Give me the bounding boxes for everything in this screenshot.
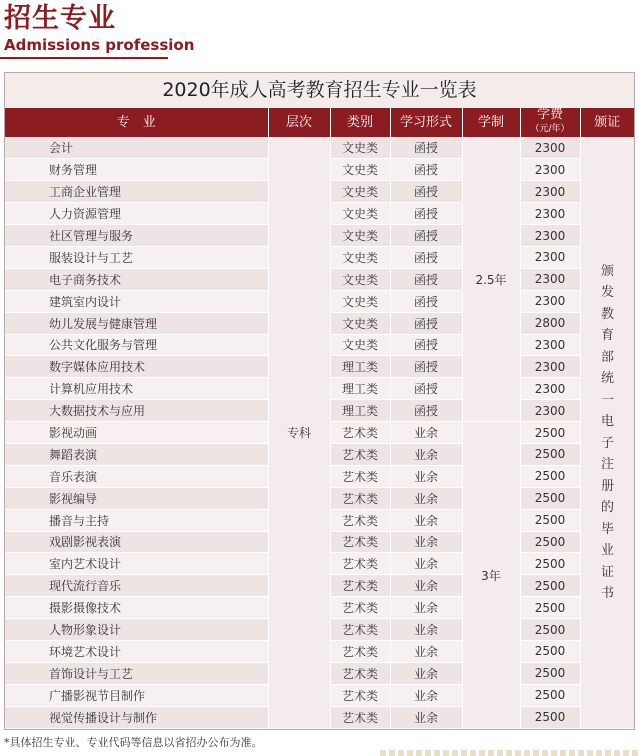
study-mode-cell: 业余: [390, 443, 462, 465]
certificate-cell: [580, 137, 634, 728]
study-mode-cell: 函授: [390, 137, 462, 159]
tuition-cell: 2300: [520, 268, 580, 290]
category-cell: 文史类: [330, 312, 390, 334]
header-divider: [0, 57, 168, 59]
study-mode-cell: 函授: [390, 159, 462, 181]
tuition-cell: 2500: [520, 487, 580, 509]
majors-table-panel: [4, 72, 635, 730]
study-mode-cell: 业余: [390, 422, 462, 444]
major-cell: 人力资源管理: [5, 203, 268, 225]
duration-cell: 2.5年: [462, 137, 520, 422]
major-cell: 人物形象设计: [5, 619, 268, 641]
majors-table: [5, 108, 634, 728]
study-mode-cell: 业余: [390, 553, 462, 575]
major-cell: 首饰设计与工艺: [5, 662, 268, 684]
major-cell: 摄影摄像技术: [5, 597, 268, 619]
category-cell: 理工类: [330, 378, 390, 400]
category-cell: 文史类: [330, 137, 390, 159]
study-mode-cell: 业余: [390, 684, 462, 706]
study-mode-cell: 业余: [390, 619, 462, 641]
category-cell: 艺术类: [330, 487, 390, 509]
level-cell: 专科: [268, 137, 330, 728]
study-mode-cell: 业余: [390, 509, 462, 531]
category-cell: 文史类: [330, 181, 390, 203]
major-cell: 服装设计与工艺: [5, 246, 268, 268]
tuition-cell: 2500: [520, 684, 580, 706]
col-header-level: 层次: [268, 108, 330, 137]
major-cell: 社区管理与服务: [5, 225, 268, 247]
tuition-cell: 2500: [520, 422, 580, 444]
category-cell: 理工类: [330, 356, 390, 378]
category-cell: 文史类: [330, 159, 390, 181]
tuition-cell: 2500: [520, 509, 580, 531]
category-cell: 艺术类: [330, 706, 390, 728]
major-cell: 影视动画: [5, 422, 268, 444]
study-mode-cell: 函授: [390, 181, 462, 203]
category-cell: 艺术类: [330, 597, 390, 619]
footnote: *具体招生专业、专业代码等信息以省招办公布为准。: [4, 736, 263, 749]
table-body: [5, 137, 634, 728]
tuition-cell: 2300: [520, 290, 580, 312]
table-row: [5, 137, 634, 159]
major-cell: 影视编导: [5, 487, 268, 509]
col-header-duration: 学制: [462, 108, 520, 137]
major-cell: 广播影视节目制作: [5, 684, 268, 706]
study-mode-cell: 业余: [390, 531, 462, 553]
study-mode-cell: 函授: [390, 203, 462, 225]
section-title: 招生专业: [4, 3, 116, 34]
tuition-cell: 2500: [520, 465, 580, 487]
col-header-major: 专 业: [5, 108, 268, 137]
tuition-cell: 2500: [520, 553, 580, 575]
col-header-tuition-label: 学费: [536, 107, 563, 123]
tuition-cell: 2500: [520, 619, 580, 641]
study-mode-cell: 函授: [390, 268, 462, 290]
category-cell: 艺术类: [330, 684, 390, 706]
col-header-tuition: [520, 108, 580, 137]
tuition-cell: 2500: [520, 597, 580, 619]
study-mode-cell: 业余: [390, 706, 462, 728]
major-cell: 公共文化服务与管理: [5, 334, 268, 356]
study-mode-cell: 函授: [390, 246, 462, 268]
tuition-cell: 2500: [520, 662, 580, 684]
major-cell: 戏剧影视表演: [5, 531, 268, 553]
category-cell: 艺术类: [330, 553, 390, 575]
major-cell: 室内艺术设计: [5, 553, 268, 575]
section-header: [4, 2, 194, 54]
major-cell: 大数据技术与应用: [5, 400, 268, 422]
major-cell: 环境艺术设计: [5, 640, 268, 662]
category-cell: 文史类: [330, 334, 390, 356]
category-cell: 艺术类: [330, 640, 390, 662]
tuition-cell: 2300: [520, 159, 580, 181]
table-header-row: [5, 108, 634, 137]
study-mode-cell: 函授: [390, 290, 462, 312]
study-mode-cell: 业余: [390, 597, 462, 619]
category-cell: 艺术类: [330, 465, 390, 487]
category-cell: 艺术类: [330, 509, 390, 531]
study-mode-cell: 业余: [390, 487, 462, 509]
tuition-cell: 2300: [520, 181, 580, 203]
col-header-certificate: 颁证: [580, 108, 634, 137]
section-subtitle: Admissions profession: [4, 36, 195, 54]
category-cell: 文史类: [330, 225, 390, 247]
category-cell: 文史类: [330, 203, 390, 225]
study-mode-cell: 业余: [390, 662, 462, 684]
major-cell: 财务管理: [5, 159, 268, 181]
major-cell: 计算机应用技术: [5, 378, 268, 400]
category-cell: 艺术类: [330, 619, 390, 641]
tuition-cell: 2300: [520, 225, 580, 247]
category-cell: 文史类: [330, 246, 390, 268]
category-cell: 理工类: [330, 400, 390, 422]
major-cell: 数字媒体应用技术: [5, 356, 268, 378]
major-cell: 音乐表演: [5, 465, 268, 487]
study-mode-cell: 业余: [390, 640, 462, 662]
major-cell: 幼儿发展与健康管理: [5, 312, 268, 334]
study-mode-cell: 函授: [390, 334, 462, 356]
tuition-cell: 2300: [520, 137, 580, 159]
tuition-cell: 2300: [520, 400, 580, 422]
major-cell: 现代流行音乐: [5, 575, 268, 597]
table-title: 2020年成人高考教育招生专业一览表: [5, 73, 634, 108]
certificate-text: 颁发教育部统一电子注册的毕业证书: [600, 263, 614, 602]
major-cell: 建筑室内设计: [5, 290, 268, 312]
col-header-study-mode: 学习形式: [390, 108, 462, 137]
tuition-cell: 2500: [520, 706, 580, 728]
category-cell: 文史类: [330, 268, 390, 290]
study-mode-cell: 函授: [390, 378, 462, 400]
tuition-cell: 2500: [520, 575, 580, 597]
tuition-cell: 2500: [520, 640, 580, 662]
study-mode-cell: 函授: [390, 356, 462, 378]
major-cell: 电子商务技术: [5, 268, 268, 290]
col-header-category: 类别: [330, 108, 390, 137]
duration-cell: 3年: [462, 422, 520, 728]
study-mode-cell: 业余: [390, 465, 462, 487]
tuition-cell: 2300: [520, 334, 580, 356]
tuition-cell: 2800: [520, 312, 580, 334]
footer-decoration: [380, 750, 639, 756]
tuition-cell: 2500: [520, 443, 580, 465]
tuition-cell: 2500: [520, 531, 580, 553]
major-cell: 播音与主持: [5, 509, 268, 531]
study-mode-cell: 函授: [390, 225, 462, 247]
category-cell: 艺术类: [330, 531, 390, 553]
tuition-cell: 2300: [520, 246, 580, 268]
category-cell: 艺术类: [330, 422, 390, 444]
category-cell: 艺术类: [330, 443, 390, 465]
study-mode-cell: 函授: [390, 400, 462, 422]
study-mode-cell: 函授: [390, 312, 462, 334]
major-cell: 会计: [5, 137, 268, 159]
category-cell: 文史类: [330, 290, 390, 312]
major-cell: 工商企业管理: [5, 181, 268, 203]
category-cell: 艺术类: [330, 662, 390, 684]
category-cell: 艺术类: [330, 575, 390, 597]
major-cell: 舞蹈表演: [5, 443, 268, 465]
major-cell: 视觉传播设计与制作: [5, 706, 268, 728]
col-header-tuition-unit: （元/年）: [530, 124, 570, 135]
tuition-cell: 2300: [520, 378, 580, 400]
study-mode-cell: 业余: [390, 575, 462, 597]
tuition-cell: 2300: [520, 356, 580, 378]
tuition-cell: 2300: [520, 203, 580, 225]
